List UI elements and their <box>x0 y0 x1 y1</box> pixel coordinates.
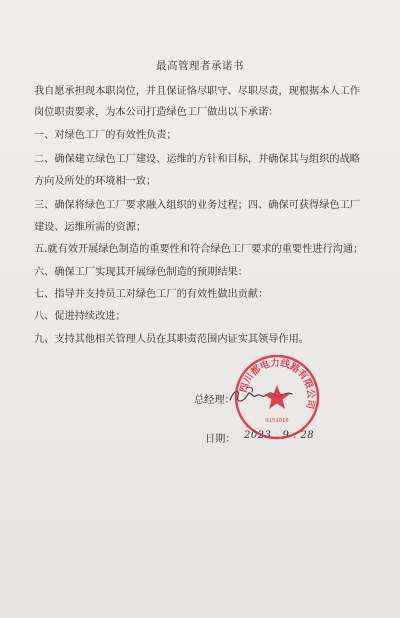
commitment-item-9: 九、支持其他相关管理人员在其职责范围内证实其领导作用。 <box>34 334 310 345</box>
paragraph-line-2: 岗位职责要求，为本公司打造绿色工厂做出以下承诺： <box>34 107 279 118</box>
commitment-item-4-cont: 建设、运维所需的资源； <box>34 222 147 233</box>
commitment-item-3-4: 三、确保将绿色工厂要求融入组织的业务过程；四、确保可获得绿色工厂 <box>34 200 360 211</box>
document-title: 最高管理者承诺书 <box>156 60 244 72</box>
commitment-item-5: 五.就有效开展绿色制造的重要性和符合绿色工厂要求的重要性进行沟通； <box>34 244 364 255</box>
paragraph-line-1: 我自愿承担现本职岗位，并且保证恪尽职守、尽职尽责，现根据本人工作 <box>34 86 360 97</box>
commitment-item-1: 一、对绿色工厂的有效性负责； <box>34 130 177 141</box>
commitment-item-8: 八、促进持续改进； <box>34 311 126 322</box>
commitment-item-6: 六、确保工厂实现其开展绿色制造的预期结果： <box>34 267 248 278</box>
commitment-item-2: 二、确保建立绿色工厂建设、运维的方针和目标，并确保其与组织的战略 <box>34 154 360 165</box>
date-label: 日期： <box>205 434 236 445</box>
handwritten-date: 2023 . 9 . 28 <box>244 430 315 441</box>
seal-star-icon <box>264 385 290 409</box>
seal-text-arc: 四川都电力线路有限公司 <box>238 357 317 410</box>
seal-code: 9151010 <box>265 418 289 424</box>
commitment-item-7: 七、指导并支持员工对绿色工厂的有效性做出贡献： <box>34 289 269 300</box>
commitment-item-2-cont: 方向及所处的环境相一致； <box>34 176 157 187</box>
manager-label: 总经理： <box>194 395 235 406</box>
company-seal-stamp <box>232 352 322 442</box>
